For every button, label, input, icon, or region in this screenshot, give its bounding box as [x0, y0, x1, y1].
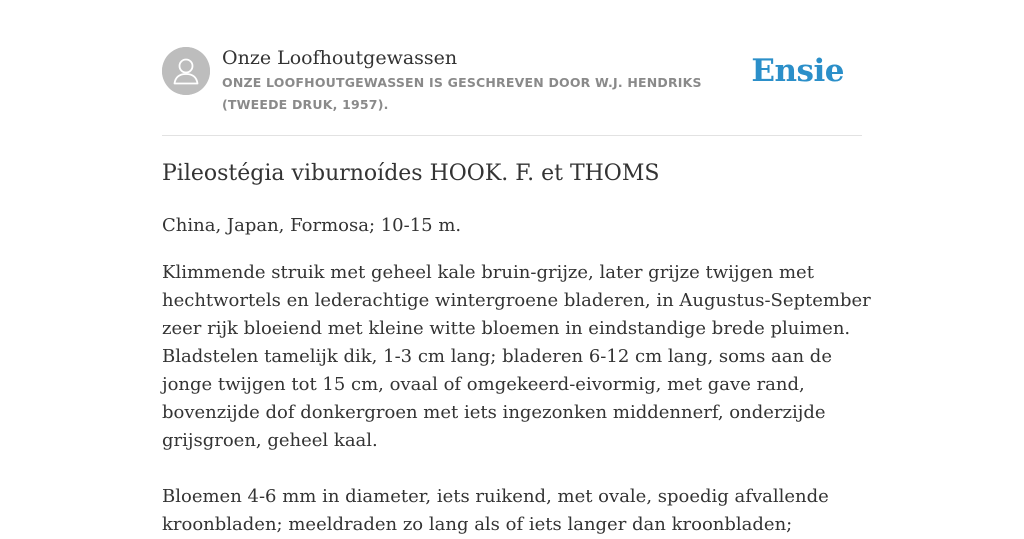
source-header: [162, 46, 862, 136]
source-description: ONZE LOOFHOUTGEWASSEN IS GESCHREVEN DOOR W.J. HENDRIKS (TWEEDE DRUK, 1957).: [222, 75, 702, 112]
article-body: [162, 212, 872, 539]
paragraph-flowers: Bloemen 4-6 mm in diameter, iets ruikend, met ovale, spoedig afvallende kroonbladen; meeldraden zo lang als of iets langer dan kroonbladen;: [162, 486, 829, 535]
paragraph-distribution: China, Japan, Formosa; 10-15 m.: [162, 215, 462, 236]
paragraph-description: Klimmende struik met geheel kale bruin-grijze, later grijze twijgen met hechtwortels en lederachtige wintergroene bladeren, in Augustus-September zeer rijk bloeiend met kleine witte bloemen in eindstandige brede pluimen. Bladstelen tamelijk dik, 1-3 cm lang; bladeren 6-12 cm lang, soms aan de jonge twijgen tot 15 cm, ovaal of omgekeerd-eivormig, met gave rand, bovenzijde dof donkergroen met iets ingezonken middennerf, onderzijde grijsgroen, geheel kaal.: [162, 262, 871, 451]
user-icon: [162, 47, 210, 95]
brand-logo[interactable]: Ensie: [751, 53, 844, 89]
divider: [162, 135, 862, 136]
page-title: Pileostégia viburnoídes HOOK. F. et THOMS: [162, 161, 660, 186]
source-title[interactable]: Onze Loofhoutgewassen: [222, 47, 458, 69]
